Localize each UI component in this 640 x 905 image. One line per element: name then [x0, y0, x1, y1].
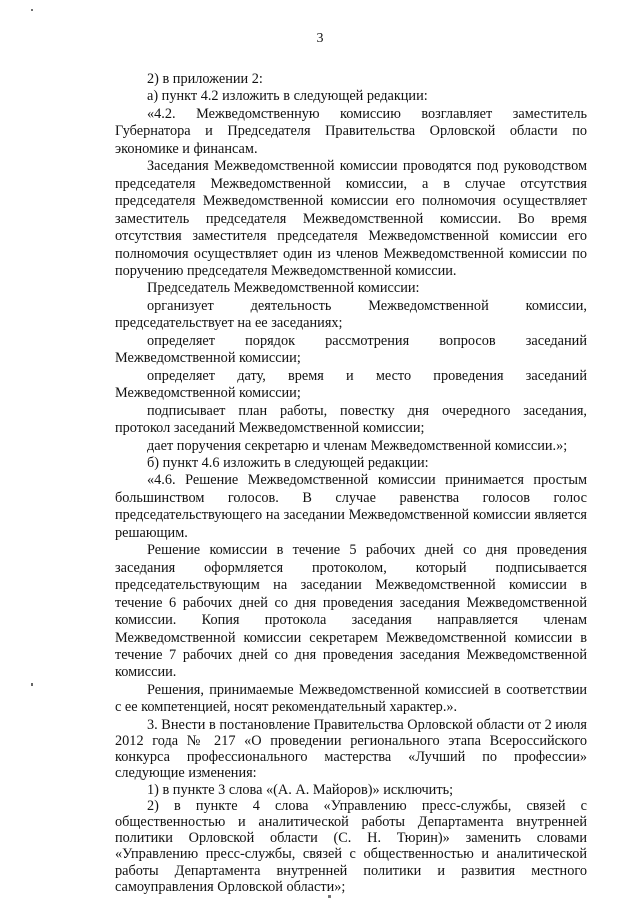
- scan-speck: [31, 683, 33, 686]
- scan-speck: [31, 9, 33, 11]
- document-body: [115, 71, 587, 895]
- paragraph-clause-4-6: «4.6. Решение Межведомственной комиссии принимается простым большинством голосов. В случае равенства голосов голос председательствующего на заседании Межведомственной комиссии является решающим.: [115, 472, 587, 541]
- paragraph-recommendations: Решения, принимаемые Межведомственной комиссией в соответствии с ее компетенцией, носят рекомендательный характер.».: [115, 681, 587, 716]
- paragraph-chairman-organizes: организует деятельность Межведомственной комиссии, председательствует на ее заседаниях;: [115, 297, 587, 332]
- scan-speck: [328, 895, 331, 898]
- paragraph-chairman-instructs: дает поручения секретарю и членам Межведомственной комиссии.»;: [147, 437, 568, 454]
- paragraph-chairman-signs: подписывает план работы, повестку дня очередного заседания, протокол заседаний Межведомственной комиссии;: [115, 402, 587, 437]
- paragraph-clause-4-2: «4.2. Межведомственную комиссию возглавляет заместитель Губернатора и Председателя Правительства Орловской области по экономике и финансам.: [115, 105, 587, 157]
- paragraph-chairman-date: определяет дату, время и место проведения заседаний Межведомственной комиссии;: [115, 367, 587, 402]
- paragraph-meetings: Заседания Межведомственной комиссии проводятся под руководством председателя Межведомственной комиссии, а в случае отсутствия председателя Межведомственной комиссии его полномочия осуществляет заместитель председателя Межведомственной комиссии. Во время отсутствия заместителя председателя Межведомственной комиссии его полномочия осуществляет один из членов Межведомственной комиссии по поручению председателя Межведомственной комиссии.: [115, 158, 587, 279]
- paragraph-subitem-1: 1) в пункте 3 слова «(А. А. Майоров)» исключить;: [147, 781, 454, 798]
- paragraph-item-a: а) пункт 4.2 изложить в следующей редакции:: [147, 88, 428, 105]
- paragraph-section-3: 3. Внести в постановление Правительства Орловской области от 2 июля 2012 года № 217 «О проведении регионального этапа Всероссийского конкурса профессионального мастерства «Лучший по профессии» следующие изменения:: [115, 716, 587, 782]
- paragraph-chairman-order: определяет порядок рассмотрения вопросов заседаний Межведомственной комиссии;: [115, 332, 587, 367]
- paragraph-subitem-2: 2) в пункте 4 слова «Управлению пресс-службы, связей с общественностью и аналитической работы Департамента внутренней политики Орловской области (С. Н. Тюрин)» заменить словами «Управлению пресс-службы, связей с общественностью и аналитической работы Департамента внутренней политики и развития местного самоуправления Орловской области»;: [115, 797, 587, 895]
- paragraph-chairman-heading: Председатель Межведомственной комиссии:: [147, 280, 420, 297]
- paragraph-protocol: Решение комиссии в течение 5 рабочих дней со дня проведения заседания оформляется протоколом, который подписывается председательствующим на заседании Межведомственной комиссии в течение 6 рабочих дней со дня проведения заседания Межведомственной комиссии. Копия протокола заседания направляется членам Межведомственной комиссии секретарем Межведомственной комиссии в течение 7 рабочих дней со дня проведения заседания Межведомственной комиссии.: [115, 542, 587, 681]
- paragraph-appendix-2: 2) в приложении 2:: [147, 71, 263, 87]
- page-number: 3: [316, 31, 324, 46]
- paragraph-item-b: б) пункт 4.6 изложить в следующей редакции:: [147, 454, 429, 471]
